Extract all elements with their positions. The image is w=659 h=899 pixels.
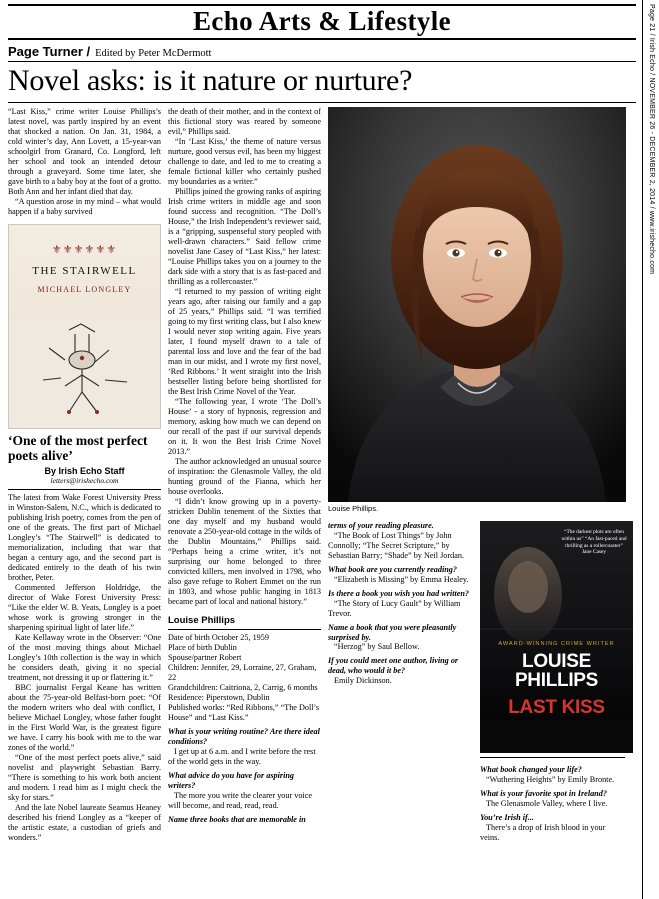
photo-louise-phillips <box>328 107 626 502</box>
qa-question: If you could meet one author, living or dead, who would it be? <box>328 656 459 676</box>
qa-answer: “The Story of Lucy Gault” by William Trevor. <box>328 598 461 618</box>
masthead-title: Echo Arts & Lifestyle <box>192 6 452 36</box>
kicker-label: Page Turner / <box>8 44 91 59</box>
subcolumn-qa <box>328 517 473 843</box>
sidebar-byline-email[interactable]: letters@irishecho.com <box>50 476 119 486</box>
photo-caption: Louise Phillips. <box>328 504 379 514</box>
qa-question: What is your favorite spot in Ireland? <box>480 789 607 799</box>
profile-fact: Spouse/partner Robert <box>168 653 242 663</box>
article-paragraph: “I returned to my passion of writing eight years ago, after raising our family and a gap of 25 years,” Phillips said. “I was terrified going to my first writing class, but I also knew I would never stop writing again. Five years later, I found myself drawn to a tale of parental loss and love and the fear of the bad man in our midst, and I wrote my first novel, ‘Red Ribbons.’ It went straight into the Irish bestseller listing before being shortlisted for the Best Irish Crime Novel of the Year. <box>168 287 321 397</box>
sidebar-subhead: ‘One of the most perfect poets alive’ <box>8 433 148 463</box>
article-paragraph: “Last Kiss,” crime writer Louise Phillips’s latest novel, was partly inspired by an event that shocked a nation. On Jan. 31, 1984, a cold winter’s day, Ann Lovett, a 15-year-van schoolgirl from Granard, Co. Longford, left her school and took an intended detour through a graveyard. Some time later, she gave birth to a baby boy at the foot of a grotto. Both Ann and her infant died that day. <box>8 107 161 197</box>
book-cover-the-stairwell <box>8 224 161 429</box>
qa-question: What advice do you have for aspiring writers? <box>168 770 294 790</box>
profile-fact: Children: Jennifer, 29, Lorraine, 27, Graham, 22 <box>168 663 317 683</box>
article-paragraph: Phillips joined the growing ranks of aspiring Irish crime writers in middle age and soon found success and recognition. “The Doll’s House,” the Irish Independent’s reviewer said, is a “gripping, suspenseful story peopled with well-drawn characters.” Said fellow crime novelist Jane Casey of “Last Kiss,” her latest: “Louise Phillips takes you on a journey to the dark side with a story that is as fast-paced and thrilling as a rollercoaster.” <box>168 187 321 287</box>
qa-answer: “The Book of Lost Things” by John Connolly; “The Secret Scripture,” by Sebastian Barry; “Shade” by Neil Jordan. <box>328 531 464 561</box>
profile-fact: Place of birth Dublin <box>168 643 237 653</box>
cover-ornament-icon: ⚜⚜⚜⚜⚜⚜ <box>51 243 118 257</box>
kicker-editor: Edited by Peter McDermott <box>95 48 212 59</box>
article-paragraph: “The following year, I wrote ‘The Doll’s House’ - a story of hypnosis, regression and memory, asking how much we can depend on our recall of the past if our survival depends on it. It won the Best Irish Crime Novel 2013.” <box>168 397 321 457</box>
photo-svg <box>328 107 626 502</box>
profile-fact: Residence: Piperstown, Dublin <box>168 693 270 703</box>
profile-fact: Date of birth October 25, 1959 <box>168 633 269 643</box>
article-paragraph: “In ‘Last Kiss,’ the theme of nature versus nurture, good versus evil, has been my biggest challenge to date, and led to me to creating a female fictional killer who certainly pushed my boundaries as a writer.” <box>168 137 321 187</box>
profile-fact: Grandchildren: Caitriona, 2, Carrig, 6 months <box>168 683 318 693</box>
profile-title: Louise Phillips <box>168 615 236 627</box>
column-grid <box>8 107 636 877</box>
article-paragraph: “A question arose in my mind – what would happen if a baby survived <box>8 197 161 217</box>
qa-answer: The Glenasmole Valley, where I live. <box>486 798 608 808</box>
qa-question: What book are you currently reading? <box>328 565 457 575</box>
headline: Novel asks: is it nature or nurture? <box>8 64 413 97</box>
profile-rule <box>168 629 321 630</box>
subcolumn-cover <box>480 517 625 843</box>
profile-fact: Published works: “Red Ribbons,” “The Doll’s House” and “Last Kiss.” <box>168 703 320 723</box>
sidebar-paragraph: The latest from Wake Forest University Press in Winston-Salem, N.C., which is dedicated to publishing Irish poetry, comes from the pen of one of the greats. The first part of Michael Longley’s “The Stairwell” is dedicated to memorialization, including that war that began a century ago, and the second part is dedicated entirely to the death of his twin brother, Peter. <box>8 493 161 583</box>
cover-tagline: AWARD-WINNING CRIME WRITER <box>498 641 615 648</box>
sidebar-paragraph: And the late Nobel laureate Seamus Heaney described his friend Longley as a “keeper of the artistic estate, a custodian of griefs and wonders.” <box>8 803 161 843</box>
qa-question: You’re Irish if... <box>480 812 534 822</box>
qa-tail-block <box>480 757 625 843</box>
sidebar-paragraph: Commented Jefferson Holdridge, the director of Wake Forest University Press: “Like the elder W. B. Yeats, Longley is a poet whose work is growing stronger in the sharpening spiritual light of later life.” <box>8 583 161 633</box>
qa-answer: “Herzog” by Saul Bellow. <box>334 642 420 652</box>
book-cover-last-kiss <box>480 521 633 753</box>
cover-author-name: LOUISE PHILLIPS <box>514 651 599 691</box>
sidebar-paragraph: BBC journalist Fergal Keane has written about the 75-year-old Belfast-born poet: “Of the modern writers who deal with conflict, I believe Michael Longley, whose father fought in the First World War, is the greatest figure we have. I carry his book with me to the war zones of the world.” <box>8 683 161 753</box>
article-paragraph: The author acknowledged an unusual source of inspiration: the Glenasmole Valley, the old hunting ground of the Fianna, which her house overlooks. <box>168 457 321 497</box>
sidebar-rule <box>8 489 161 490</box>
qa-question: What is your writing routine? Are there ideal conditions? <box>168 727 320 747</box>
cover-artwork <box>9 320 160 420</box>
qa-question: Is there a book you wish you had written? <box>328 588 470 598</box>
masthead <box>8 4 636 40</box>
page-rail <box>642 0 659 899</box>
sidebar-paragraph: Kate Kellaway wrote in the Observer: “One of the most moving things about Michael Longley’s 10th collection is the way in which he considers death, giving it no special treatment, not dressing it up or flattering it.” <box>8 633 161 683</box>
column-right <box>328 107 626 877</box>
headline-rule <box>8 102 636 103</box>
qa-question: Name a book that you were pleasantly surprised by. <box>328 622 457 642</box>
article-paragraph: “I didn’t know growing up in a poverty-stricken Dublin tenement of the Sixties that one day myself and my husband would renovate a 250-year-old cottage in the wilds of the Dublin Mountains,” Phillips said. “Perhaps being a crime writer, it’s not surprising our home belonged to three convicted killers, men involved in 1798, who also gave refuge to Robert Emmet on the run in 1803, and whose public hanging in 1813 became part of local and national history.” <box>168 497 321 607</box>
cover-book-title: LAST KISS <box>508 697 605 719</box>
section-kicker <box>8 44 636 62</box>
qa-answer: The more you write the clearer your voice will become, and read, read, read. <box>168 790 312 810</box>
sidebar-byline: By Irish Echo Staff <box>44 466 125 477</box>
cover-title: THE STAIRWELL <box>32 265 137 278</box>
cover-quote: “The darkest plots are often within us” “An fast-paced and thrilling as a rollercoaster” Jane Casey <box>561 529 627 556</box>
qa-answer: There’s a drop of Irish blood in your veins. <box>480 822 606 842</box>
cover-artwork-svg <box>9 320 161 420</box>
rail-text: Page 21 / Irish Echo / NOVEMBER 26 - DECEMBER 2, 2014 / www.irishecho.com <box>648 4 655 275</box>
sidebar-paragraph: “One of the most perfect poets alive,” said novelist and playwright Sebastian Barry. “There is something to his work both ancient and modern. I read him as I might check the sky for stars.” <box>8 753 161 803</box>
qa-question: Name three books that are memorable in <box>168 814 306 824</box>
lower-subcolumns <box>328 517 626 843</box>
cover-author: MICHAEL LONGLEY <box>37 285 132 295</box>
qa-question: What book changed your life? <box>480 765 582 775</box>
qa-answer: “Elizabeth is Missing” by Emma Healey. <box>334 574 469 584</box>
column-middle <box>168 107 321 877</box>
article-paragraph: the death of their mother, and in the context of this fictional story was reared by someone evil,” Phillips said. <box>168 107 321 137</box>
column-left <box>8 107 161 877</box>
qa-question: terms of your reading pleasure. <box>328 521 434 531</box>
qa-answer: “Wuthering Heights” by Emily Bronte. <box>486 775 615 785</box>
qa-answer: Emily Dickinson. <box>334 676 392 686</box>
qa-answer: I get up at 6 a.m. and I write before the rest of the world gets in the way. <box>168 746 316 766</box>
